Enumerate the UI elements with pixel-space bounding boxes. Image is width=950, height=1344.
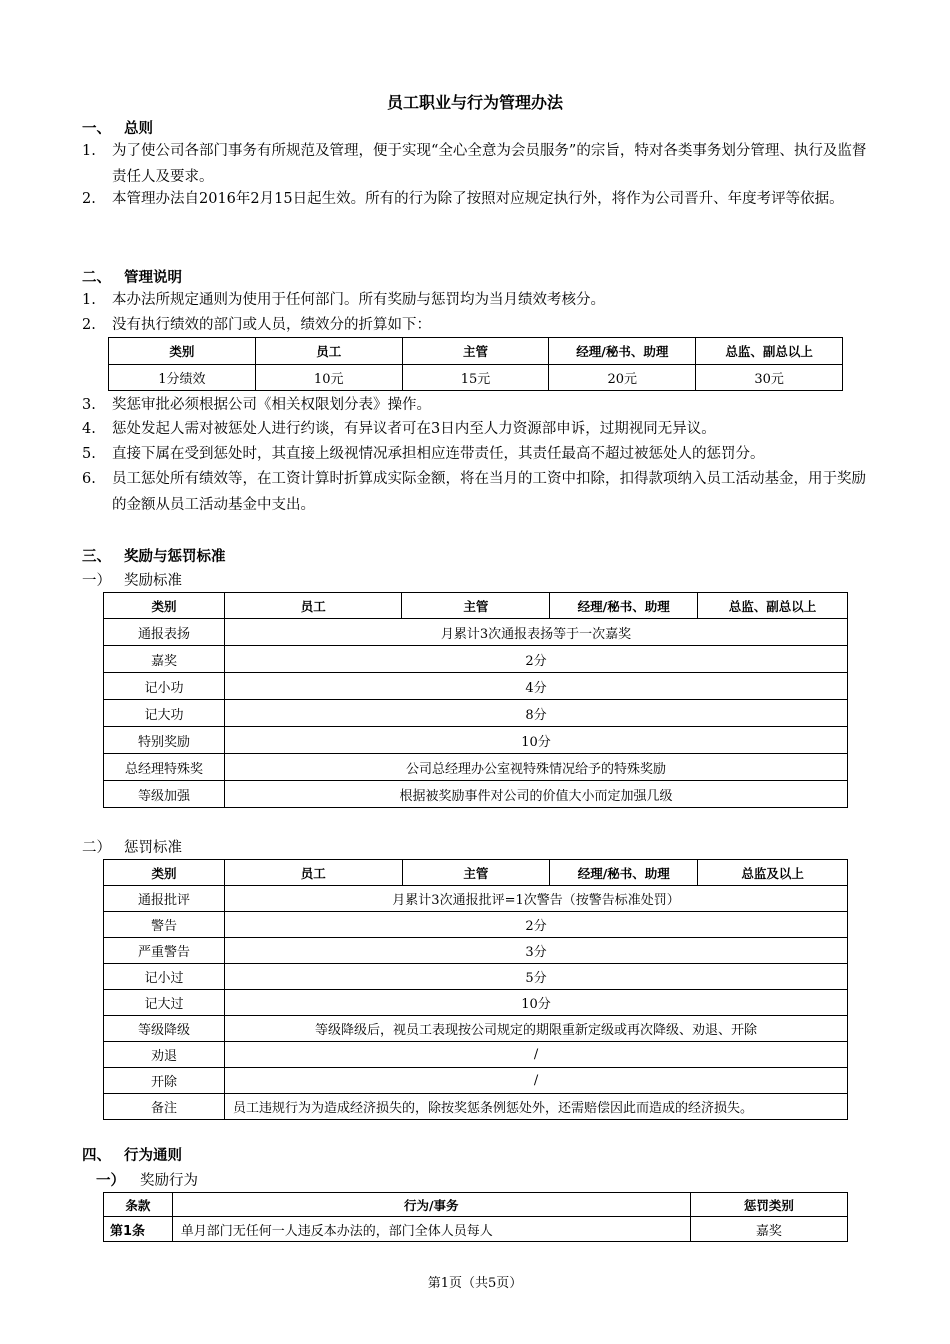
- section-2-heading: [82, 266, 182, 287]
- table-cell: 通报批评: [104, 886, 225, 912]
- section-title: 行为通则: [124, 1148, 182, 1164]
- item-number: 5.: [82, 446, 96, 462]
- column-header: 类别: [104, 593, 225, 619]
- section-3-heading: [82, 545, 226, 566]
- column-header: 总监及以上: [698, 860, 848, 886]
- penalty-subheading: [82, 836, 182, 857]
- table-cell: 20元: [549, 365, 696, 391]
- table-cell: 2分: [225, 646, 848, 673]
- table-cell: 10元: [255, 365, 402, 391]
- table-header-row: [104, 593, 848, 619]
- column-header: 经理/秘书、助理: [549, 338, 696, 365]
- table-row: [109, 365, 843, 391]
- list-item: [82, 312, 872, 338]
- table-row: [104, 990, 848, 1016]
- table-cell: 等级降级: [104, 1016, 225, 1042]
- column-header: 经理/秘书、助理: [550, 860, 698, 886]
- table-cell: 公司总经理办公室视特殊情况给予的特殊奖励: [225, 754, 848, 781]
- table-cell: 通报表扬: [104, 619, 225, 646]
- table-cell: 记小功: [104, 673, 225, 700]
- table-cell: 严重警告: [104, 938, 225, 964]
- table-cell: 3分: [225, 938, 848, 964]
- item-text: 为了使公司各部门事务有所规范及管理，便于实现“全心全意为会员服务”的宗旨，特对各类事务划分管理、执行及监督责任人及要求。: [112, 143, 867, 185]
- list-item: [82, 466, 872, 518]
- table-cell: 4分: [225, 673, 848, 700]
- item-text: 直接下属在受到惩处时，其直接上级视情况承担相应连带责任，其责任最高不超过被惩处人的惩罚分。: [112, 446, 765, 462]
- page-title: 员工职业与行为管理办法: [386, 93, 563, 112]
- table-row: [104, 673, 848, 700]
- table-cell: 2分: [225, 912, 848, 938]
- column-header: 主管: [402, 860, 550, 886]
- table-row: [104, 646, 848, 673]
- subsection-number: 一）: [82, 573, 111, 589]
- column-header: 主管: [402, 593, 550, 619]
- table-row: [104, 727, 848, 754]
- table-cell: 8分: [225, 700, 848, 727]
- table-cell: 第1条: [104, 1217, 173, 1242]
- table-row: [104, 938, 848, 964]
- table-header-row: [109, 338, 843, 365]
- section-number: 一、: [82, 121, 111, 137]
- section-4-heading: [82, 1144, 182, 1165]
- column-header: 条款: [104, 1193, 173, 1217]
- column-header: 行为/事务: [172, 1193, 690, 1217]
- item-number: 6.: [82, 471, 96, 487]
- item-number: 1.: [82, 143, 96, 159]
- table-row: [104, 700, 848, 727]
- table-cell: 单月部门无任何一人违反本办法的，部门全体人员每人: [172, 1217, 690, 1242]
- column-header: 主管: [402, 338, 549, 365]
- table-cell: 记大过: [104, 990, 225, 1016]
- table-row: [104, 964, 848, 990]
- subsection-title: 奖励行为: [140, 1173, 198, 1189]
- section-number: 三、: [82, 549, 111, 565]
- table-cell: 总经理特殊奖: [104, 754, 225, 781]
- table-cell: 1分绩效: [109, 365, 256, 391]
- table-row: [104, 912, 848, 938]
- table-cell: 15元: [402, 365, 549, 391]
- subsection-title: 惩罚标准: [124, 840, 182, 856]
- section-number: 二、: [82, 270, 111, 286]
- list-item: [82, 392, 872, 418]
- reward-behavior-subheading: [96, 1169, 198, 1190]
- reward-standard-table: [103, 592, 848, 808]
- performance-conversion-table: [108, 337, 843, 391]
- column-header: 员工: [225, 860, 403, 886]
- subsection-number: 二）: [82, 840, 111, 856]
- item-text: 没有执行绩效的部门或人员，绩效分的折算如下：: [112, 317, 431, 333]
- item-text: 员工惩处所有绩效等，在工资计算时折算成实际金额，将在当月的工资中扣除，扣得款项纳入员工活动基金，用于奖励的金额从员工活动基金中支出。: [112, 471, 866, 513]
- item-number: 2.: [82, 317, 96, 333]
- table-cell: 特别奖励: [104, 727, 225, 754]
- section-title: 管理说明: [124, 270, 182, 286]
- table-row: [104, 1042, 848, 1068]
- item-text: 奖惩审批必须根据公司《相关权限划分表》操作。: [112, 397, 431, 413]
- table-cell: /: [225, 1068, 848, 1094]
- table-cell: 月累计3次通报批评=1次警告（按警告标准处罚）: [225, 886, 848, 912]
- column-header: 员工: [225, 593, 402, 619]
- column-header: 经理/秘书、助理: [550, 593, 698, 619]
- subsection-title: 奖励标准: [124, 573, 182, 589]
- table-row: [104, 1217, 848, 1242]
- table-cell: 5分: [225, 964, 848, 990]
- subsection-number: 一）: [96, 1173, 125, 1189]
- table-row: [104, 1094, 848, 1120]
- column-header: 类别: [109, 338, 256, 365]
- table-cell: 记大功: [104, 700, 225, 727]
- behavior-rules-table: [103, 1192, 848, 1242]
- table-header-row: [104, 860, 848, 886]
- section-title: 奖励与惩罚标准: [124, 549, 226, 565]
- section-number: 四、: [82, 1148, 111, 1164]
- column-header: 总监、副总以上: [696, 338, 843, 365]
- table-cell: 劝退: [104, 1042, 225, 1068]
- table-cell: 嘉奖: [104, 646, 225, 673]
- penalty-standard-table: [103, 859, 848, 1120]
- table-cell: 月累计3次通报表扬等于一次嘉奖: [225, 619, 848, 646]
- table-cell: 10分: [225, 990, 848, 1016]
- table-cell: 等级降级后，视员工表现按公司规定的期限重新定级或再次降级、劝退、开除: [225, 1016, 848, 1042]
- table-row: [104, 1016, 848, 1042]
- table-cell: 备注: [104, 1094, 225, 1120]
- table-cell: /: [225, 1042, 848, 1068]
- table-cell: 警告: [104, 912, 225, 938]
- table-header-row: [104, 1193, 848, 1217]
- page-footer: 第1页（共5页）: [427, 1276, 523, 1291]
- item-number: 1.: [82, 292, 96, 308]
- item-number: 4.: [82, 421, 96, 437]
- table-cell: 10分: [225, 727, 848, 754]
- list-item: [82, 441, 872, 467]
- list-item: [82, 138, 872, 190]
- table-row: [104, 1068, 848, 1094]
- column-header: 类别: [104, 860, 225, 886]
- list-item: [82, 287, 872, 313]
- table-row: [104, 619, 848, 646]
- reward-subheading: [82, 569, 182, 590]
- table-cell: 开除: [104, 1068, 225, 1094]
- column-header: 员工: [255, 338, 402, 365]
- table-cell: 30元: [696, 365, 843, 391]
- column-header: 总监、副总以上: [698, 593, 848, 619]
- list-item: [82, 416, 872, 442]
- table-cell: 员工违规行为为造成经济损失的，除按奖惩条例惩处外，还需赔偿因此而造成的经济损失。: [225, 1094, 848, 1120]
- table-cell: 嘉奖: [690, 1217, 847, 1242]
- table-cell: 等级加强: [104, 781, 225, 808]
- item-text: 惩处发起人需对被惩处人进行约谈，有异议者可在3日内至人力资源部申诉，过期视同无异议。: [112, 421, 716, 437]
- item-number: 3.: [82, 397, 96, 413]
- item-text: 本办法所规定通则为使用于任何部门。所有奖励与惩罚均为当月绩效考核分。: [112, 292, 605, 308]
- table-cell: 记小过: [104, 964, 225, 990]
- column-header: 惩罚类别: [690, 1193, 847, 1217]
- item-number: 2.: [82, 191, 96, 207]
- table-row: [104, 754, 848, 781]
- section-title: 总则: [124, 121, 153, 137]
- table-row: [104, 781, 848, 808]
- table-row: [104, 886, 848, 912]
- list-item: [82, 186, 872, 212]
- table-cell: 根据被奖励事件对公司的价值大小而定加强几级: [225, 781, 848, 808]
- section-1-heading: [82, 117, 153, 138]
- item-text: 本管理办法自2016年2月15日起生效。所有的行为除了按照对应规定执行外，将作为公司晋升、年度考评等依据。: [112, 191, 844, 207]
